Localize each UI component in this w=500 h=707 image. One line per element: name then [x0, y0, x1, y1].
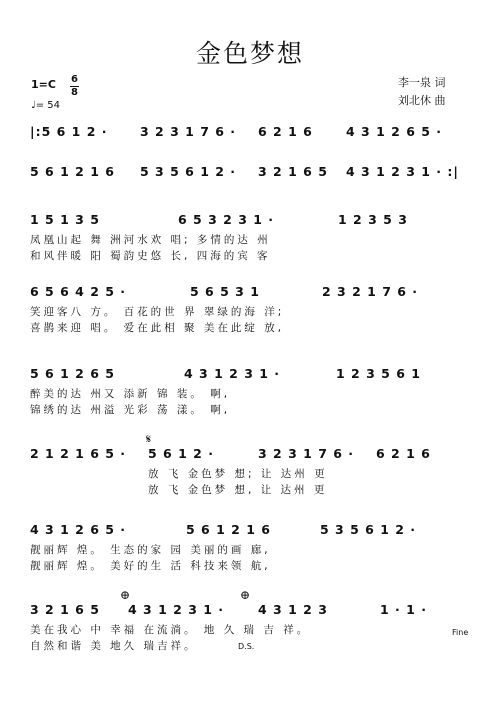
measure: 4 3 1 2 6 5 ·: [30, 522, 127, 537]
lyric-line: 美在我心 中 幸福 在流淌。 地 久 瑞 吉 祥。: [30, 624, 311, 636]
measure: 4 3 1 2 3 1 ·: [184, 366, 281, 381]
measure: 5 6 5 3 1: [190, 284, 260, 299]
lyric-line: 和风伴暖 阳 蜀韵史悠 长, 四海的宾 客: [30, 250, 271, 262]
fine-mark: Fine: [452, 628, 469, 637]
coda-sign: ⊕: [120, 588, 131, 602]
measure: 5 6 1 2 6 5: [30, 366, 115, 381]
lyric-line: 锦绣的达 州溢 光彩 荡 漾。 啊,: [30, 404, 231, 416]
measure: 5 6 1 2 1 6: [30, 164, 115, 179]
tempo-marking: ♩= 54: [31, 100, 60, 111]
meter-bottom: 8: [71, 87, 78, 98]
dal-segno-mark: D.S.: [238, 642, 255, 651]
measure: 6 5 3 2 3 1 ·: [178, 212, 275, 227]
measure: 6 5 6 4 2 5 ·: [30, 284, 127, 299]
composer-credit: 刘北休 曲: [398, 94, 446, 107]
measure: 3 2 1 6 5: [258, 164, 328, 179]
meter-top: 6: [71, 74, 78, 85]
lyric-line: 放 飞 金色梦 想; 让 达州 更: [148, 468, 328, 480]
key-signature: 1=C: [31, 78, 56, 91]
measure: 1 2 3 5 3: [338, 212, 408, 227]
measure: 6 2 1 6: [376, 446, 431, 461]
measure: |:5 6 1 2 ·: [30, 124, 108, 139]
measure: 5 6 1 2 ·: [148, 446, 214, 461]
measure: 4 3 1 2 6 5 ·: [346, 124, 443, 139]
measure: 1 5 1 3 5: [30, 212, 100, 227]
measure: 5 3 5 6 1 2 ·: [320, 522, 417, 537]
lyric-line: 靓丽辉 煌。 美好的生 活 科技来领 航,: [30, 560, 271, 572]
lyric-line: 自然和谐 美 地久 瑞吉祥。: [30, 640, 198, 652]
measure: 1 2 3 5 6 1: [336, 366, 421, 381]
measure: 3 2 3 1 7 6 ·: [258, 446, 355, 461]
segno-sign: 𝄋: [146, 432, 152, 446]
measure: 6 2 1 6: [258, 124, 313, 139]
lyric-line: 凤凰山起 舞 洲河水欢 唱; 多情的达 州: [30, 234, 271, 246]
lyric-line: 放 飞 金色梦 想, 让 达州 更: [148, 484, 328, 496]
measure: 4 3 1 2 3 1 · :|: [346, 164, 459, 179]
measure: 2 3 2 1 7 6 ·: [322, 284, 419, 299]
lyric-line: 喜鹊来迎 唱。 爱在此相 聚 美在此绽 放,: [30, 322, 285, 334]
lyric-line: 醉美的达 州又 添新 锦 装。 啊,: [30, 388, 231, 400]
lyricist-credit: 李一泉 词: [398, 76, 446, 89]
coda-sign: ⊕: [240, 588, 251, 602]
measure: 4 3 1 2 3: [258, 602, 328, 617]
measure: 4 3 1 2 3 1 ·: [128, 602, 225, 617]
time-signature: [70, 75, 79, 98]
measure: 3 2 3 1 7 6 ·: [140, 124, 237, 139]
measure: 2 1 2 1 6 5 ·: [30, 446, 127, 461]
measure: 5 3 5 6 1 2 ·: [140, 164, 237, 179]
measure: 1 · 1 ·: [380, 602, 427, 617]
song-title: 金色梦想: [195, 39, 304, 68]
measure: 3 2 1 6 5: [30, 602, 100, 617]
measure: 5 6 1 2 1 6: [186, 522, 271, 537]
lyric-line: 笑迎客八 方。 百花的世 界 翠绿的海 洋;: [30, 306, 285, 318]
lyric-line: 靓丽辉 煌。 生态的家 园 美丽的画 廊,: [30, 544, 271, 556]
